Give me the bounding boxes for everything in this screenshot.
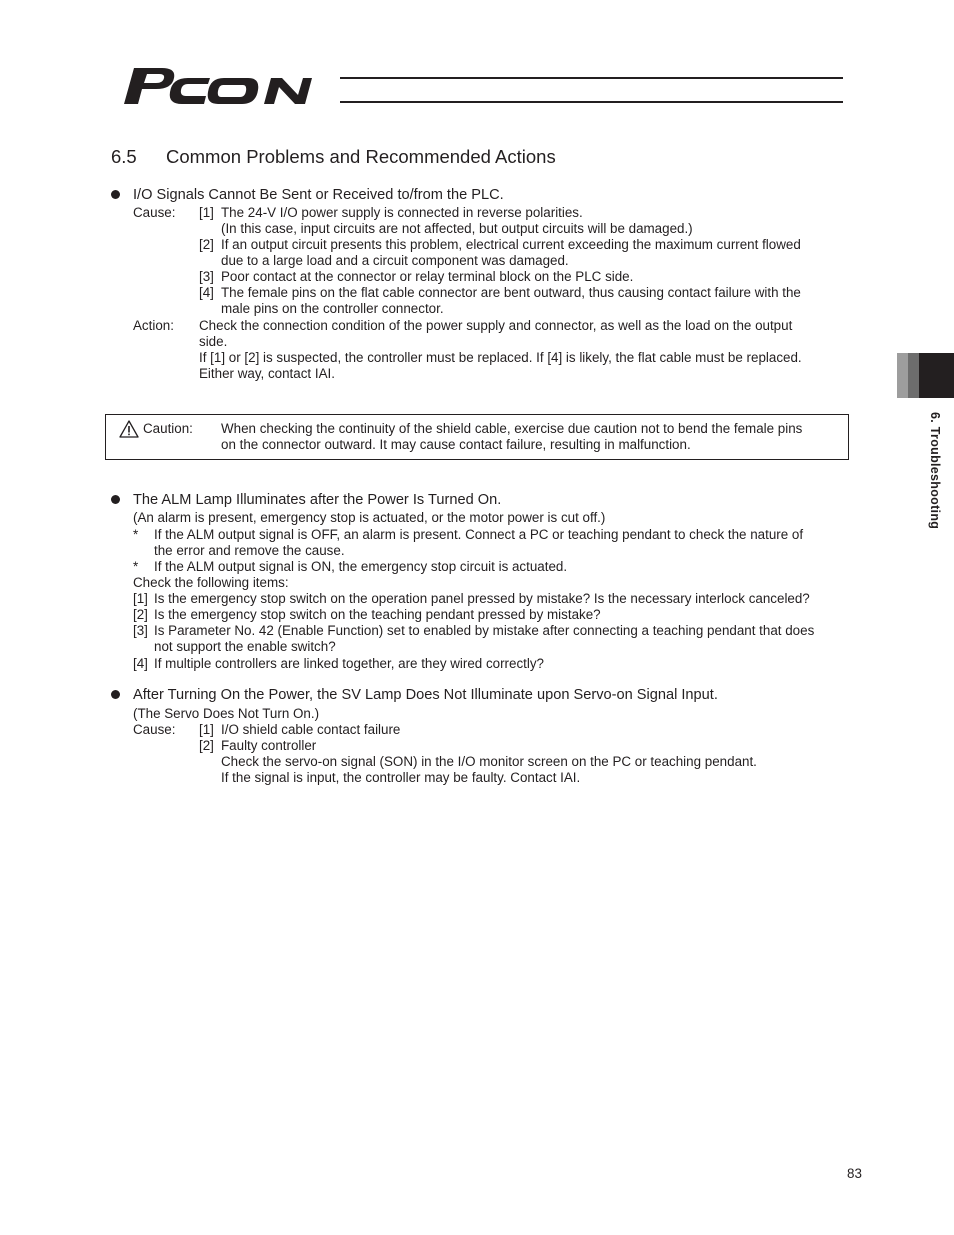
problem2-item3-a: Is Parameter No. 42 (Enable Function) set to enabled by mistake after connecting a teaching pendant that does: [154, 623, 815, 638]
problem1-cause3-num: [3]: [199, 269, 214, 284]
problem2-item4-a: If multiple controllers are linked together, are they wired correctly?: [154, 656, 544, 671]
problem1-cause1-b: (In this case, input circuits are not affected, but output circuits will be damaged.): [221, 221, 693, 236]
problem1-cause4-a: The female pins on the flat cable connector are bent outward, thus causing contact failure with the: [221, 285, 801, 300]
side-tab-mid: [908, 353, 919, 398]
problem2-item3-b: not support the enable switch?: [154, 639, 336, 654]
problem1-cause2-a: If an output circuit presents this problem, electrical current exceeding the maximum current flowed: [221, 237, 801, 252]
problem3-check-a: Check the servo-on signal (SON) in the I/O monitor screen on the PC or teaching pendant.: [221, 754, 757, 769]
problem3-check-b: If the signal is input, the controller may be faulty. Contact IAI.: [221, 770, 581, 785]
caution-box-shadow: [105, 457, 849, 460]
page-number: 83: [847, 1166, 862, 1181]
problem1-cause1-num: [1]: [199, 205, 214, 220]
problem1-cause3-a: Poor contact at the connector or relay terminal block on the PLC side.: [221, 269, 634, 284]
pcon-logo: [116, 62, 346, 108]
problem2-item1-a: Is the emergency stop switch on the operation panel pressed by mistake? Is the necessary interlock canceled?: [154, 591, 810, 606]
problem1-cause2-b: due to a large load and a circuit component was damaged.: [221, 253, 569, 268]
side-tab-label: 6. Troubleshooting: [928, 412, 942, 530]
problem2-heading: The ALM Lamp Illuminates after the Power Is Turned On.: [133, 492, 502, 508]
problem1-heading: I/O Signals Cannot Be Sent or Received to/from the PLC.: [133, 187, 504, 203]
side-tab-dark: [919, 353, 954, 398]
problem2-note1-b: the error and remove the cause.: [154, 543, 345, 558]
problem3-cause2-a: Faulty controller: [221, 738, 317, 753]
problem2-check-label: Check the following items:: [133, 575, 289, 590]
problem2-note2-star: *: [133, 559, 139, 574]
header-rule-top: [340, 77, 843, 79]
bullet-icon: [111, 690, 120, 699]
caution-line1: When checking the continuity of the shield cable, exercise due caution not to bend the female pins: [221, 421, 803, 436]
problem3-heading: After Turning On the Power, the SV Lamp Does Not Illuminate upon Servo-on Signal Input.: [133, 687, 718, 703]
problem1-action-b: side.: [199, 334, 228, 349]
section-title: [111, 146, 556, 168]
caution-line2: on the connector outward. It may cause contact failure, resulting in malfunction.: [221, 437, 691, 452]
problem2-item2-a: Is the emergency stop switch on the teaching pendant pressed by mistake?: [154, 607, 601, 622]
caution-label: Caution:: [143, 421, 193, 436]
problem3-cause2-num: [2]: [199, 738, 214, 753]
section-number: 6.5: [111, 146, 137, 167]
problem1-action-d: Either way, contact IAI.: [199, 366, 335, 381]
problem1-action-a: Check the connection condition of the power supply and connector, as well as the load on the output: [199, 318, 793, 333]
problem2-note1-a: If the ALM output signal is OFF, an alarm is present. Connect a PC or teaching pendant to check the nature of: [154, 527, 804, 542]
section-heading: Common Problems and Recommended Actions: [166, 146, 556, 167]
problem2-sub: (An alarm is present, emergency stop is actuated, or the motor power is cut off.): [133, 510, 606, 525]
problem1-cause-label: Cause:: [133, 205, 176, 220]
warning-triangle-icon: [119, 420, 139, 438]
problem2-item4-num: [4]: [133, 656, 148, 671]
bullet-icon: [111, 495, 120, 504]
problem2-item1-num: [1]: [133, 591, 148, 606]
problem1-cause2-num: [2]: [199, 237, 214, 252]
problem2-note2-a: If the ALM output signal is ON, the emergency stop circuit is actuated.: [154, 559, 568, 574]
header-rule-bottom: [340, 101, 843, 103]
problem1-action-c: If [1] or [2] is suspected, the controller must be replaced. If [4] is likely, the flat cable must be replaced.: [199, 350, 802, 365]
bullet-icon: [111, 190, 120, 199]
problem1-cause4-num: [4]: [199, 285, 214, 300]
problem2-note1-star: *: [133, 527, 139, 542]
problem2-item3-num: [3]: [133, 623, 148, 638]
problem1-cause1-a: The 24-V I/O power supply is connected in reverse polarities.: [221, 205, 583, 220]
problem3-cause1-num: [1]: [199, 722, 214, 737]
problem1-cause4-b: male pins on the controller connector.: [221, 301, 444, 316]
problem3-cause-label: Cause:: [133, 722, 176, 737]
problem2-item2-num: [2]: [133, 607, 148, 622]
problem1-action-label: Action:: [133, 318, 174, 333]
problem3-sub: (The Servo Does Not Turn On.): [133, 706, 320, 721]
problem3-cause1-a: I/O shield cable contact failure: [221, 722, 401, 737]
